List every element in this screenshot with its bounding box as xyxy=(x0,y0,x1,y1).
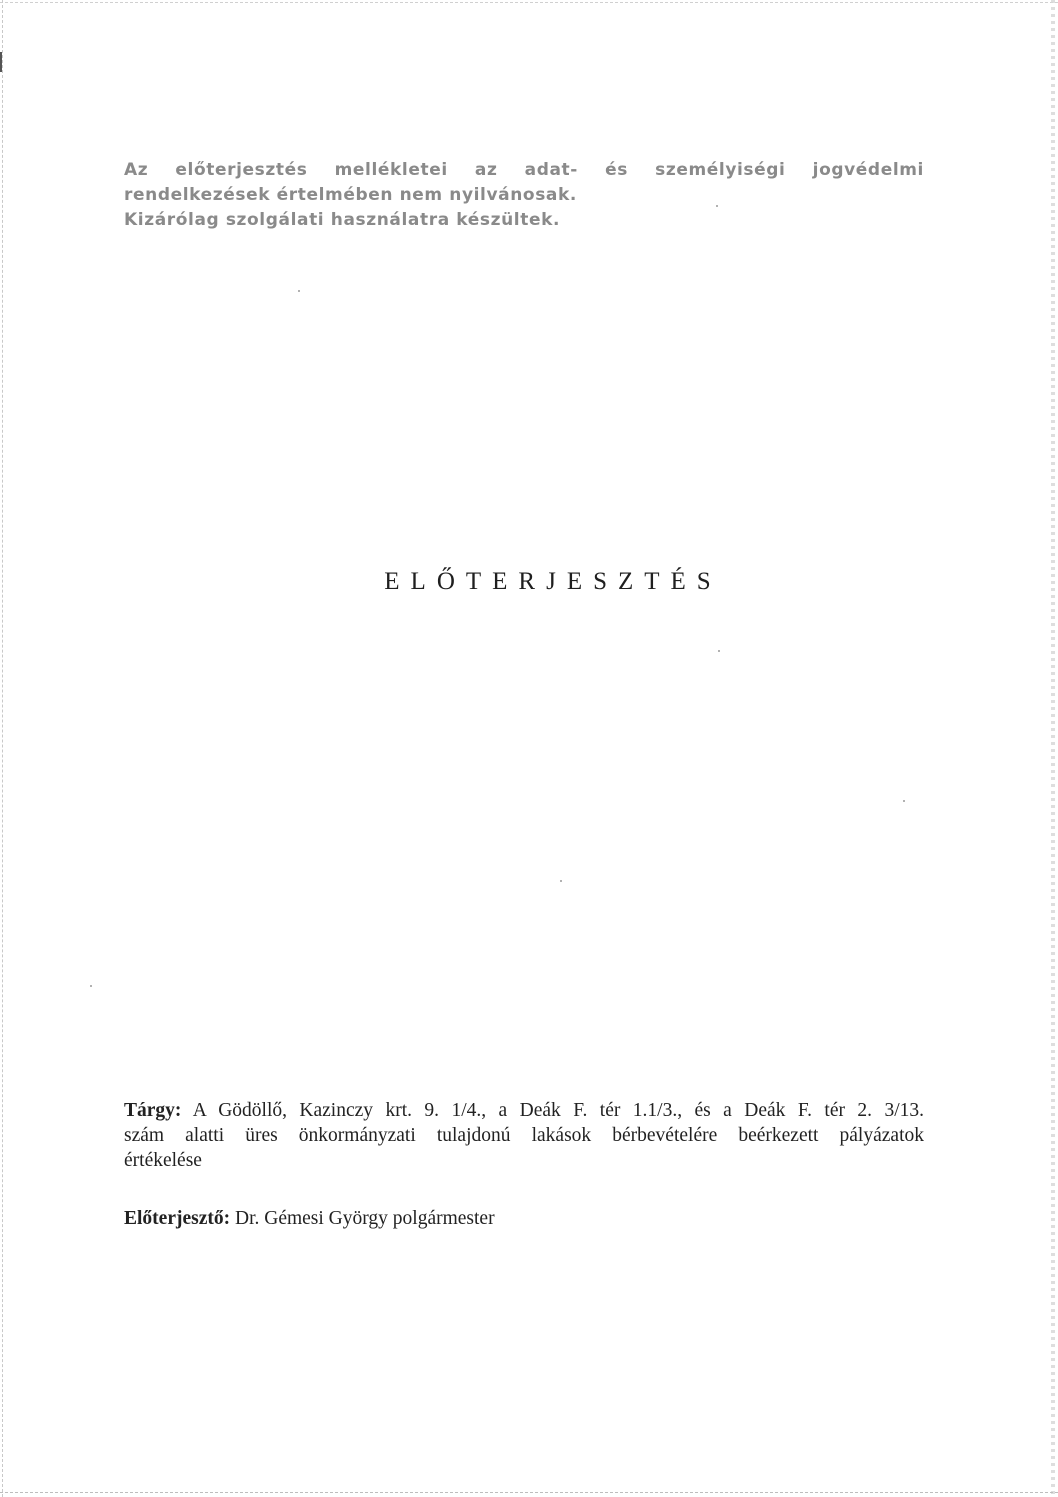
scan-speck xyxy=(560,880,562,882)
notice-line: rendelkezések értelmében nem nyilvánosak. xyxy=(124,185,577,205)
subject-label: Tárgy: xyxy=(124,1100,182,1121)
subject-line: szám alatti üres önkormányzati tulajdonú lakások bérbevételére beérkezett pályázatok xyxy=(124,1125,924,1146)
scan-speck xyxy=(718,650,720,652)
scan-edge-right xyxy=(1051,0,1055,1497)
scan-edge-bottom xyxy=(0,1492,1058,1493)
scan-speck xyxy=(716,205,718,207)
notice-line: Kizárólag szolgálati használatra készültek. xyxy=(124,210,561,230)
scan-edge-top xyxy=(0,2,1058,3)
scan-edge-left xyxy=(2,0,3,1497)
subject-line xyxy=(124,1098,924,1123)
scan-speck xyxy=(298,290,300,292)
scan-speck xyxy=(903,800,905,802)
subject-line: értékelése xyxy=(124,1150,202,1171)
document-title: ELŐTERJESZTÉS xyxy=(384,568,722,595)
confidentiality-notice xyxy=(124,158,924,233)
presenter-name: Dr. Gémesi György polgármester xyxy=(230,1208,495,1229)
scan-edge-mark xyxy=(0,52,2,72)
presenter-label: Előterjesztő: xyxy=(124,1208,231,1229)
notice-line: Az előterjesztés mellékletei az adat- és személyiségi jogvédelmi xyxy=(124,160,924,180)
subject-text: A Gödöllő, Kazinczy krt. 9. 1/4., a Deák F. tér 1.1/3., és a Deák F. tér 2. 3/13. xyxy=(181,1100,924,1121)
presenter-block xyxy=(124,1206,495,1231)
scan-speck xyxy=(90,985,92,987)
subject-block xyxy=(124,1098,924,1173)
